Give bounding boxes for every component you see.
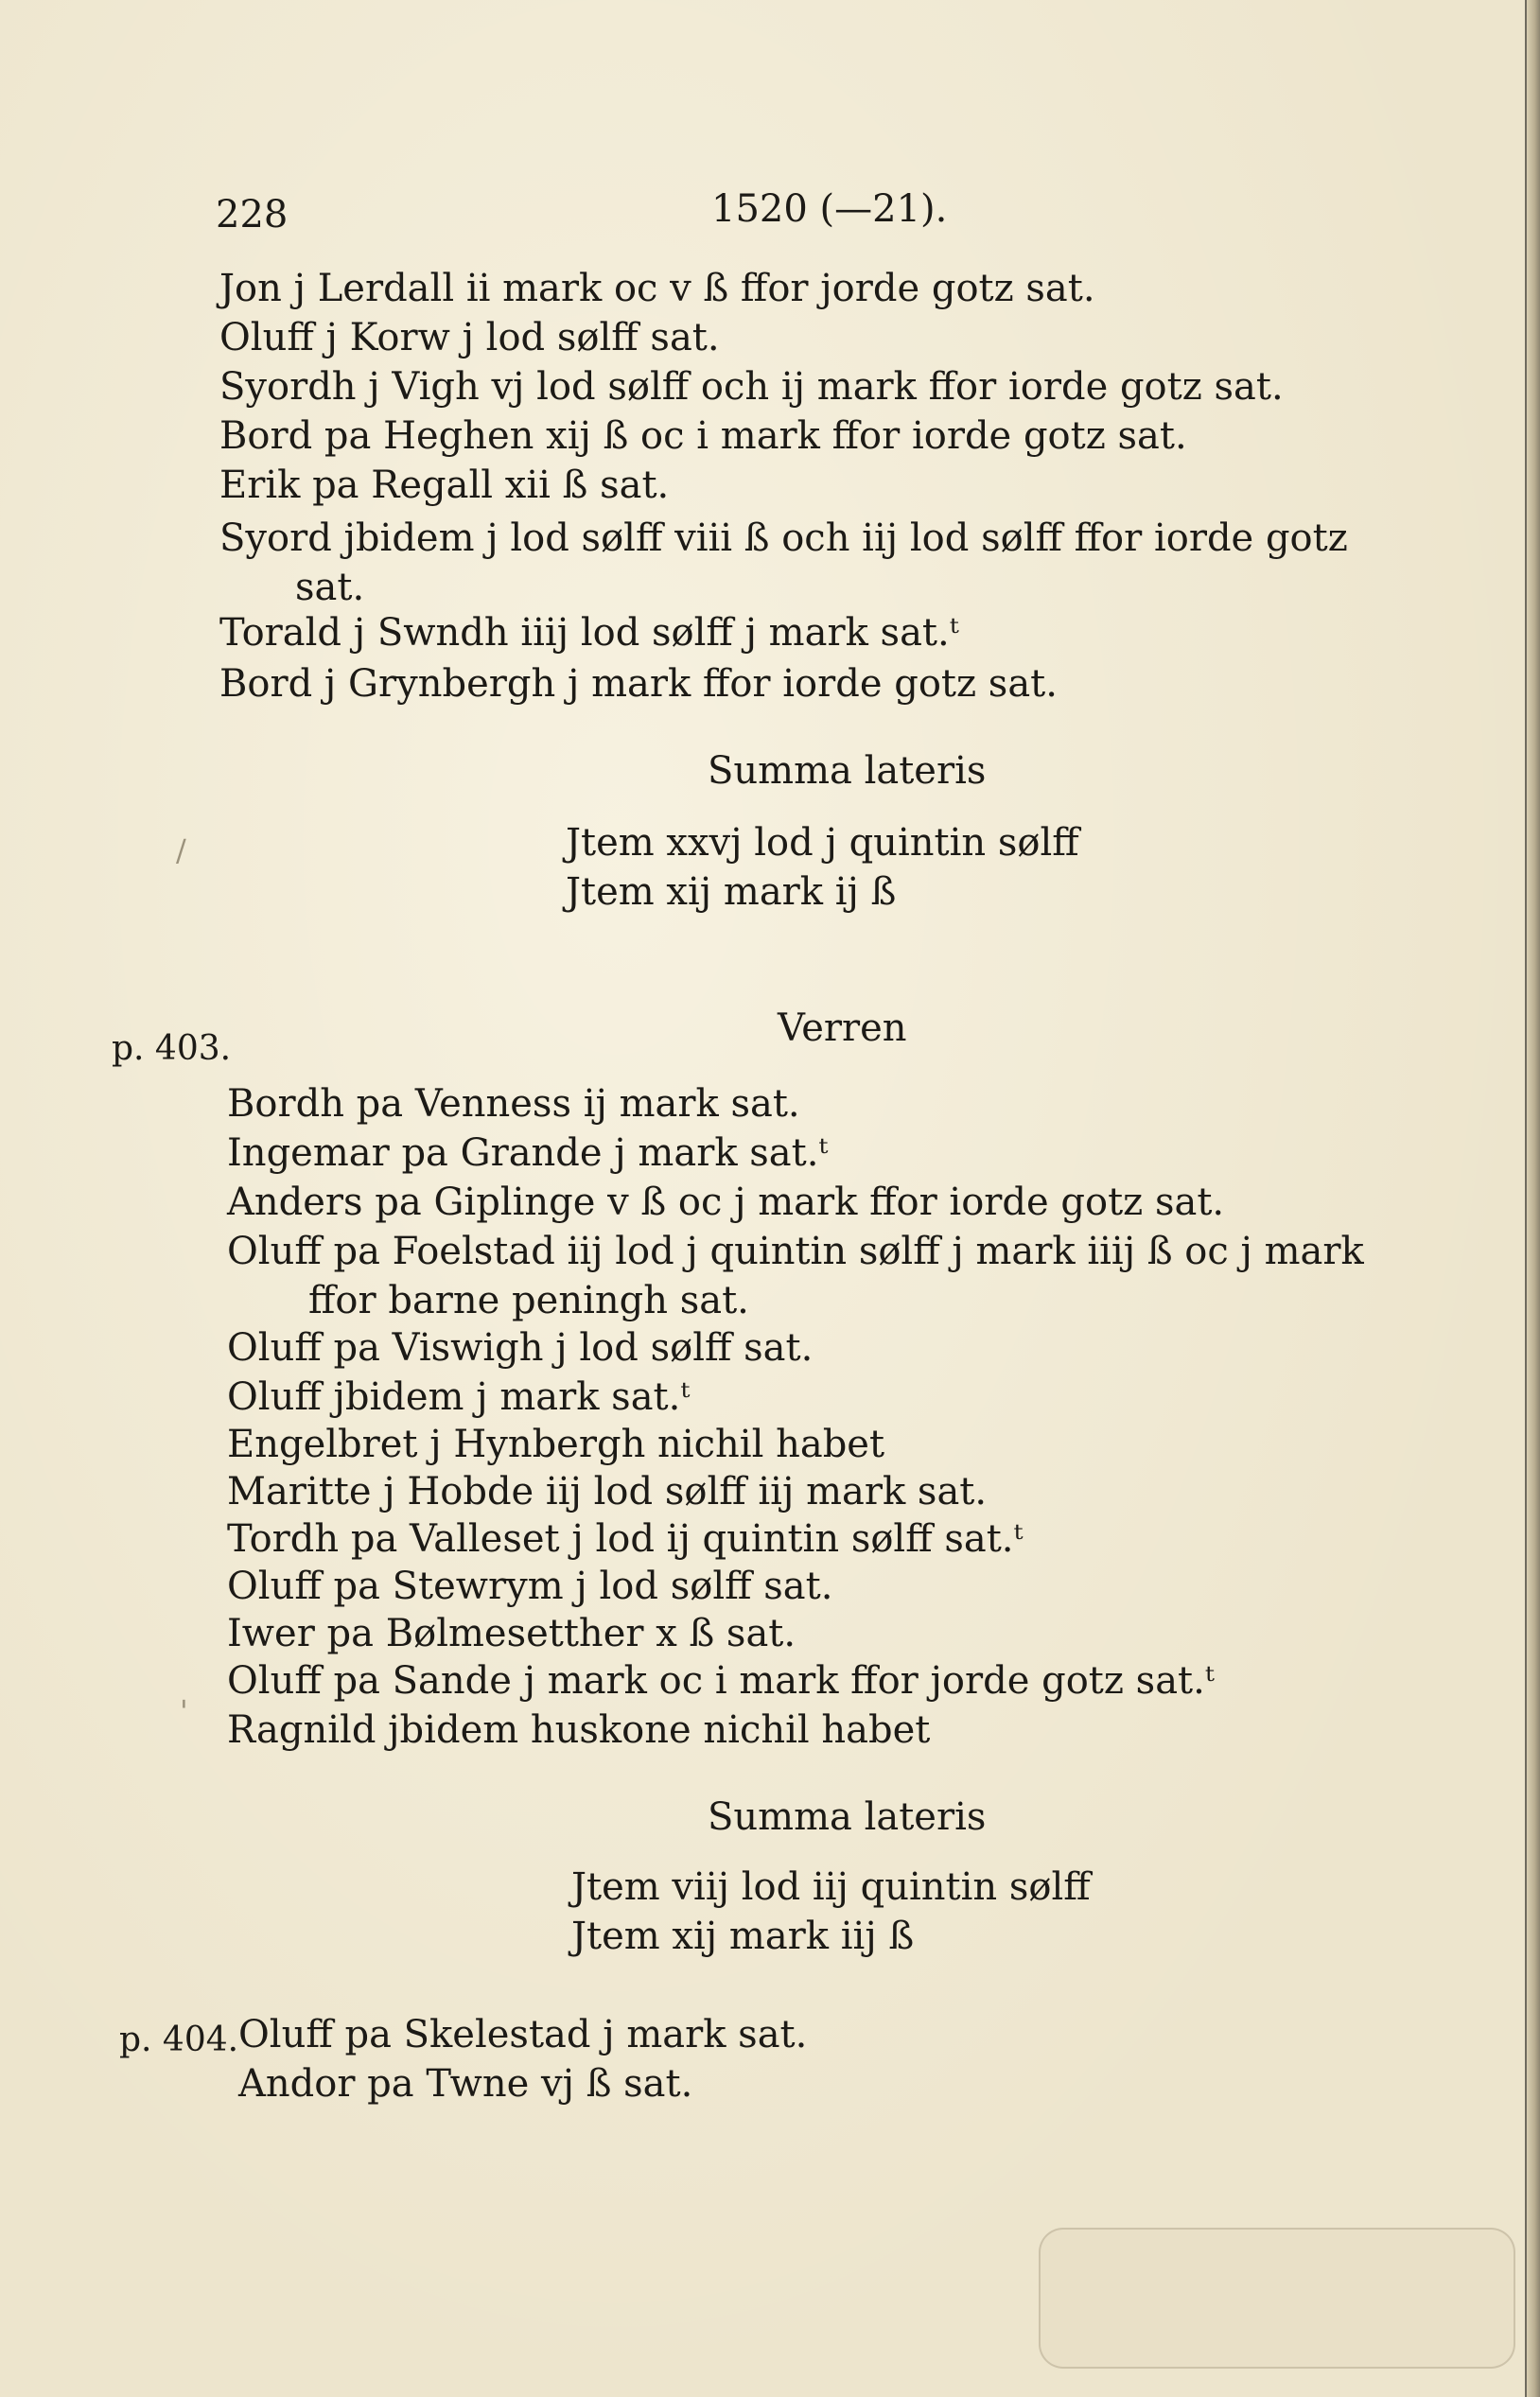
entry-line: Andor pa Twne vj ß sat. — [238, 2062, 693, 2106]
entry-line: Oluff pa Skelestad j mark sat. — [238, 2013, 808, 2056]
entry-line: Ingemar pa Grande j mark sat.ᵗ — [227, 1131, 829, 1175]
margin-page-reference: p. 404. — [119, 2021, 239, 2059]
paper-stain — [1039, 2228, 1515, 2369]
entry-line: Erik pa Regall xii ß sat. — [219, 464, 670, 507]
summa-line: Jtem xxvj lod j quintin sølff — [566, 821, 1079, 865]
entry-line: Torald j Swndh iiij lod sølff j mark sat.ᵗ — [219, 611, 959, 655]
running-title: 1520 (—21). — [711, 187, 948, 231]
entry-line: Iwer pa Bølmesetther x ß sat. — [227, 1612, 796, 1655]
summa-line: Jtem viij lod iij quintin sølff — [571, 1865, 1091, 1909]
entry-line: Syordh j Vigh vj lod sølff och ij mark ffor iorde gotz sat. — [219, 365, 1284, 409]
page-edge — [1527, 0, 1540, 2397]
entry-line: Bord j Grynbergh j mark ffor iorde gotz sat. — [219, 662, 1058, 706]
entry-line: Bord pa Heghen xij ß oc i mark ffor iorde gotz sat. — [219, 414, 1187, 458]
entry-line-continued: sat. — [295, 566, 365, 609]
entry-line: Jon j Lerdall ii mark oc v ß ffor jorde gotz sat. — [219, 267, 1095, 310]
margin-page-reference: p. 403. — [112, 1029, 232, 1068]
entry-line: Oluff j Korw j lod sølff sat. — [219, 316, 720, 359]
entry-line: Anders pa Giplinge v ß oc j mark ffor iorde gotz sat. — [227, 1181, 1225, 1224]
entry-line: Tordh pa Valleset j lod ij quintin sølff sat.ᵗ — [227, 1517, 1024, 1561]
entry-line: Oluff pa Stewrym j lod sølff sat. — [227, 1565, 833, 1608]
entry-line: Syord jbidem j lod sølff viii ß och iij lod sølff ffor iorde gotz — [219, 516, 1348, 560]
entry-line-continued: ffor barne peningh sat. — [308, 1279, 749, 1322]
margin-mark: / — [176, 832, 186, 868]
entry-line: Oluff jbidem j mark sat.ᵗ — [227, 1375, 691, 1419]
summa-heading: Summa lateris — [708, 749, 987, 793]
margin-mark: ' — [180, 1693, 188, 1729]
summa-line: Jtem xij mark iij ß — [571, 1915, 915, 1958]
entry-line: Oluff pa Viswigh j lod sølff sat. — [227, 1326, 814, 1370]
summa-line: Jtem xij mark ij ß — [566, 870, 897, 914]
entry-line: Oluff pa Foelstad iij lod j quintin sølff j mark iiij ß oc j mark — [227, 1230, 1364, 1273]
entry-line: Engelbret j Hynbergh nichil habet — [227, 1423, 885, 1466]
entry-line: Ragnild jbidem huskone nichil habet — [227, 1708, 931, 1752]
page-edge-line — [1525, 0, 1527, 2397]
section-title: Verren — [778, 1006, 907, 1050]
summa-heading: Summa lateris — [708, 1795, 987, 1839]
entry-line: Maritte j Hobde iij lod sølff iij mark sat. — [227, 1470, 988, 1513]
entry-line: Oluff pa Sande j mark oc i mark ffor jorde gotz sat.ᵗ — [227, 1659, 1215, 1703]
entry-line: Bordh pa Venness ij mark sat. — [227, 1082, 800, 1126]
page-number: 228 — [216, 193, 289, 236]
